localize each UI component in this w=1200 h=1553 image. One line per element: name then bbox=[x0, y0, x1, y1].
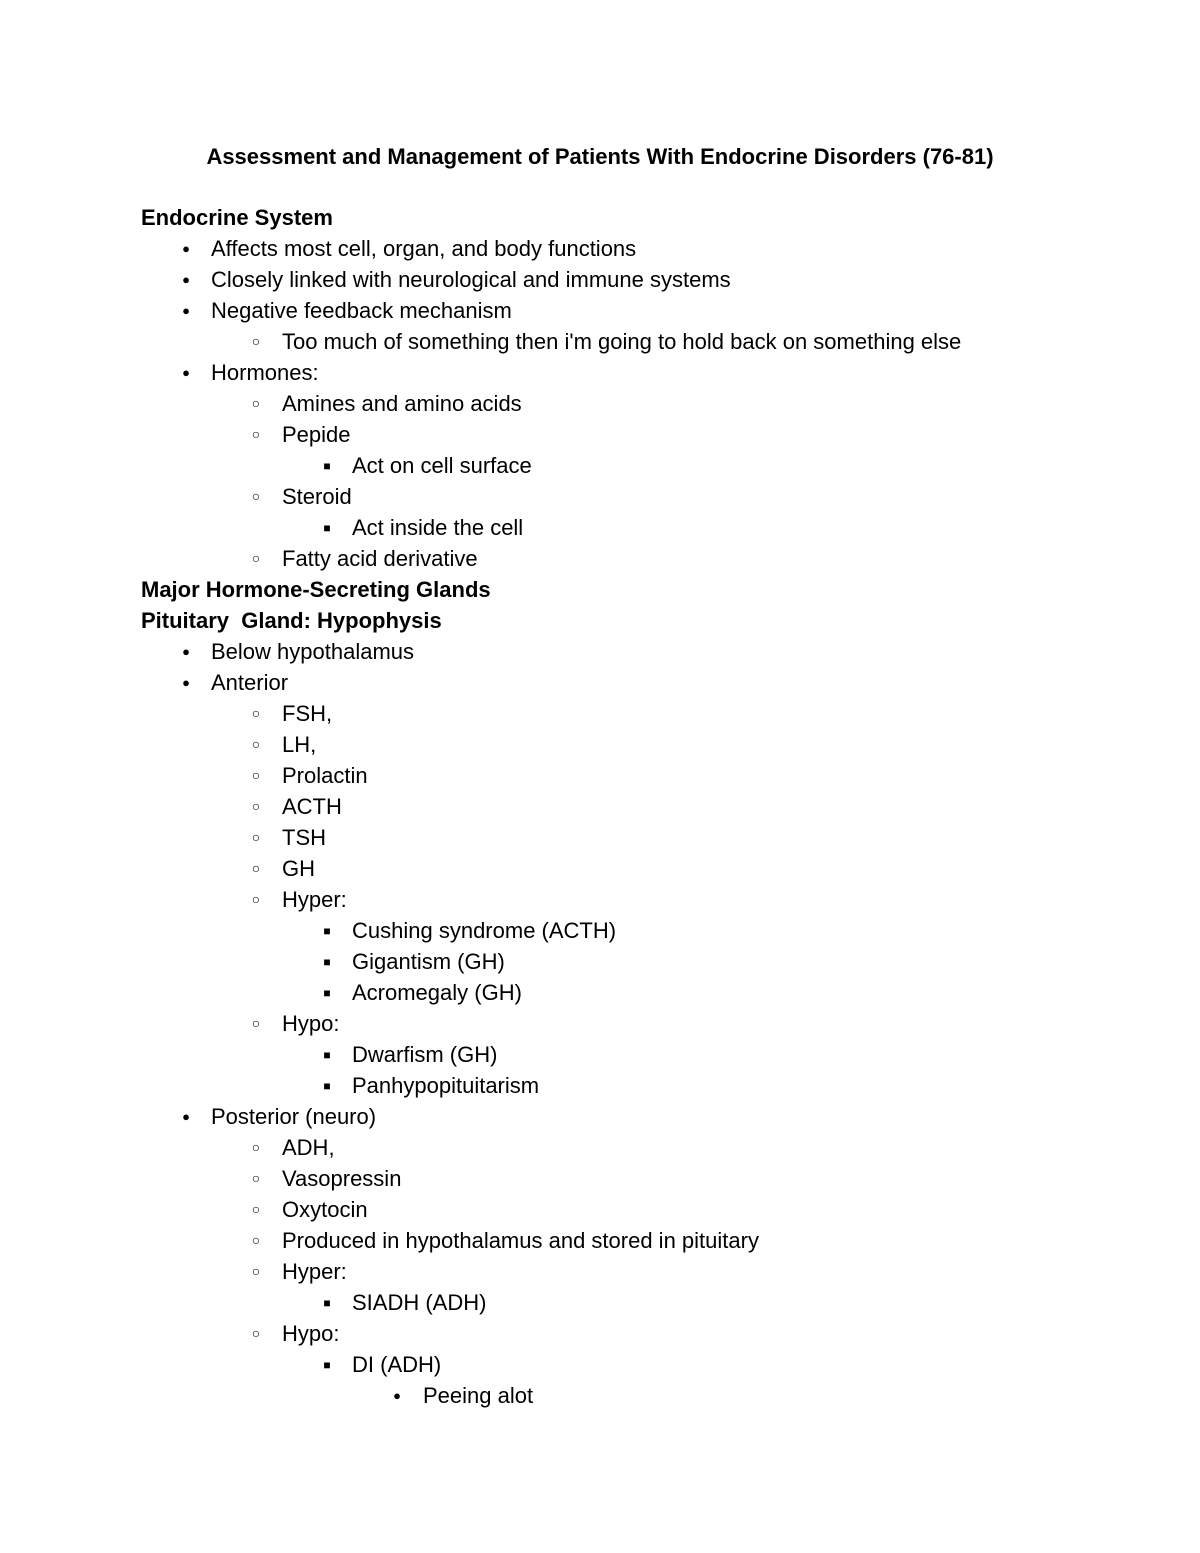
bullet-disc-icon bbox=[382, 1380, 412, 1411]
list-item bbox=[141, 636, 1141, 667]
list-item bbox=[141, 729, 1141, 760]
bullet-square-icon bbox=[312, 915, 342, 947]
list-item bbox=[141, 1318, 1141, 1349]
list-item bbox=[141, 1380, 1141, 1411]
list-item-text: Anterior bbox=[211, 670, 289, 695]
list-item-text: ADH, bbox=[282, 1135, 335, 1160]
list-item-text: Hyper: bbox=[282, 887, 347, 912]
list-item-text: Acromegaly (GH) bbox=[352, 980, 522, 1005]
document-title: Assessment and Management of Patients With Endocrine Disorders (76-81) bbox=[206, 144, 994, 169]
bullet-disc-icon bbox=[171, 1101, 201, 1132]
list-item bbox=[141, 388, 1141, 419]
bullet-square-icon bbox=[312, 977, 342, 1009]
bullet-square-icon bbox=[312, 946, 342, 978]
list-item-text: Produced in hypothalamus and stored in pituitary bbox=[282, 1228, 759, 1253]
list-item-text: Pepide bbox=[282, 422, 351, 447]
list-item bbox=[141, 264, 1141, 295]
bullet-circle-icon bbox=[241, 543, 271, 574]
bullet-circle-icon bbox=[241, 419, 271, 450]
list-item bbox=[141, 357, 1141, 388]
bullet-disc-icon bbox=[171, 295, 201, 326]
list-item bbox=[141, 419, 1141, 450]
bullet-square-icon bbox=[312, 1349, 342, 1381]
list-item bbox=[141, 1163, 1141, 1194]
bullet-circle-icon bbox=[241, 1008, 271, 1039]
list-item bbox=[141, 915, 1141, 946]
list-item-text: ACTH bbox=[282, 794, 342, 819]
list-item-text: Dwarfism (GH) bbox=[352, 1042, 498, 1067]
list-item bbox=[141, 1194, 1141, 1225]
list-item bbox=[141, 295, 1141, 326]
bullet-circle-icon bbox=[241, 853, 271, 884]
heading-major-glands: Major Hormone-Secreting Glands bbox=[141, 577, 491, 602]
list-item-text: Too much of something then i'm going to hold back on something else bbox=[282, 329, 962, 354]
list-item bbox=[141, 233, 1141, 264]
list-item bbox=[141, 791, 1141, 822]
list-item-text: Hypo: bbox=[282, 1321, 340, 1346]
list-item bbox=[141, 1256, 1141, 1287]
list-item bbox=[141, 512, 1141, 543]
list-item-text: Steroid bbox=[282, 484, 352, 509]
list-item bbox=[141, 1225, 1141, 1256]
bullet-circle-icon bbox=[241, 326, 271, 357]
bullet-circle-icon bbox=[241, 1318, 271, 1349]
list-item-text: TSH bbox=[282, 825, 326, 850]
list-item-text: SIADH (ADH) bbox=[352, 1290, 487, 1315]
list-item-text: Oxytocin bbox=[282, 1197, 368, 1222]
list-item bbox=[141, 946, 1141, 977]
list-item-text: Hormones: bbox=[211, 360, 319, 385]
bullet-circle-icon bbox=[241, 1163, 271, 1194]
list-item bbox=[141, 481, 1141, 512]
list-item-text: Peeing alot bbox=[423, 1383, 534, 1408]
list-item-text: Act inside the cell bbox=[352, 515, 524, 540]
list-item bbox=[141, 1132, 1141, 1163]
list-item bbox=[141, 977, 1141, 1008]
list-item bbox=[141, 450, 1141, 481]
list-item bbox=[141, 1287, 1141, 1318]
list-item-text: FSH, bbox=[282, 701, 333, 726]
bullet-disc-icon bbox=[171, 636, 201, 667]
bullet-circle-icon bbox=[241, 729, 271, 760]
list-item-text: LH, bbox=[282, 732, 317, 757]
document-body bbox=[141, 202, 1141, 1411]
list-item bbox=[141, 326, 1141, 357]
bullet-circle-icon bbox=[241, 884, 271, 915]
list-item-text: Hyper: bbox=[282, 1259, 347, 1284]
list-item bbox=[141, 1349, 1141, 1380]
list-item-text: Cushing syndrome (ACTH) bbox=[352, 918, 617, 943]
bullet-disc-icon bbox=[171, 264, 201, 295]
list-item-text: Affects most cell, organ, and body functions bbox=[211, 236, 637, 261]
list-item-text: Hypo: bbox=[282, 1011, 340, 1036]
list-item-text: Act on cell surface bbox=[352, 453, 532, 478]
bullet-circle-icon bbox=[241, 698, 271, 729]
bullet-circle-icon bbox=[241, 791, 271, 822]
list-item-text: Vasopressin bbox=[282, 1166, 402, 1191]
bullet-circle-icon bbox=[241, 481, 271, 512]
bullet-square-icon bbox=[312, 450, 342, 482]
heading-endocrine-system: Endocrine System bbox=[141, 205, 333, 230]
list-item bbox=[141, 853, 1141, 884]
list-item bbox=[141, 884, 1141, 915]
list-item-text: Fatty acid derivative bbox=[282, 546, 478, 571]
list-item bbox=[141, 667, 1141, 698]
bullet-circle-icon bbox=[241, 388, 271, 419]
bullet-circle-icon bbox=[241, 822, 271, 853]
bullet-square-icon bbox=[312, 1039, 342, 1071]
list-item-text: Closely linked with neurological and immune systems bbox=[211, 267, 731, 292]
list-item-text: Panhypopituitarism bbox=[352, 1073, 540, 1098]
list-item-text: DI (ADH) bbox=[352, 1352, 442, 1377]
list-item bbox=[141, 760, 1141, 791]
bullet-circle-icon bbox=[241, 760, 271, 791]
list-item bbox=[141, 1008, 1141, 1039]
list-item-text: GH bbox=[282, 856, 315, 881]
list-item bbox=[141, 543, 1141, 574]
list-item bbox=[141, 1070, 1141, 1101]
list-item-text: Negative feedback mechanism bbox=[211, 298, 512, 323]
bullet-square-icon bbox=[312, 512, 342, 544]
list-item-text: Amines and amino acids bbox=[282, 391, 522, 416]
bullet-square-icon bbox=[312, 1070, 342, 1102]
list-item bbox=[141, 1039, 1141, 1070]
bullet-disc-icon bbox=[171, 357, 201, 388]
bullet-disc-icon bbox=[171, 667, 201, 698]
bullet-circle-icon bbox=[241, 1256, 271, 1287]
bullet-circle-icon bbox=[241, 1194, 271, 1225]
list-item bbox=[141, 698, 1141, 729]
list-item-text: Posterior (neuro) bbox=[211, 1104, 377, 1129]
bullet-disc-icon bbox=[171, 233, 201, 264]
list-item bbox=[141, 822, 1141, 853]
list-item-text: Gigantism (GH) bbox=[352, 949, 505, 974]
bullet-square-icon bbox=[312, 1287, 342, 1319]
bullet-circle-icon bbox=[241, 1132, 271, 1163]
list-item bbox=[141, 1101, 1141, 1132]
heading-pituitary: Pituitary Gland: Hypophysis bbox=[141, 608, 442, 633]
list-item-text: Below hypothalamus bbox=[211, 639, 415, 664]
bullet-circle-icon bbox=[241, 1225, 271, 1256]
list-item-text: Prolactin bbox=[282, 763, 368, 788]
